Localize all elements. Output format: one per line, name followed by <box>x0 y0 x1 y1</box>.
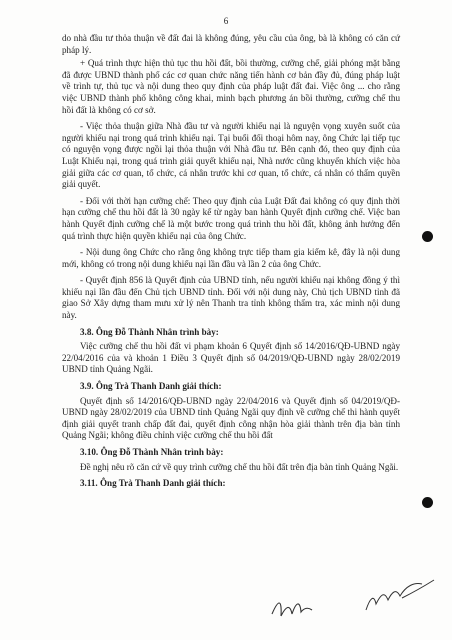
paragraph-procedure: + Quá trình thực hiện thủ tục thu hồi đất, bồi thường, cưỡng chế, giải phóng mặt bằng đã được UBND thành phố các cơ quan chức năng tiến hành cơ bản đầy đủ, đúng pháp luật về trình tự, thủ tục và nội dung theo quy định của pháp luật đất đai. Việc ông ... cho rằng việc UBND thành phố không công khai, minh bạch phương án bồi thường, cưỡng chế thu hồi đất là không có cơ sở. <box>62 58 400 115</box>
paragraph-continued: do nhà đầu tư thỏa thuận về đất đai là không đúng, yêu cầu của ông, bà là không có căn cứ pháp lý. <box>62 33 400 55</box>
document-body <box>62 33 400 493</box>
section-heading-3-11: 3.11. Ông Trà Thanh Danh giải thích: <box>80 478 226 489</box>
section-text-3-10: Đề nghị nêu rõ căn cứ về quy trình cưỡng chế thu hồi đất trên địa bàn tỉnh Quảng Ngãi. <box>80 461 399 472</box>
section-heading-3-9: 3.9. Ông Trà Thanh Danh giải thích: <box>80 381 222 392</box>
section-text-3-8: Việc cưỡng chế thu hồi đất vi phạm khoản 6 Quyết định số 14/2016/QĐ-UBND ngày 22/04/2016 của và khoản 1 Điều 3 Quyết định số 04/2019/QĐ-UBND ngày 28/02/2019 UBND tỉnh Quảng Ngãi. <box>62 341 400 375</box>
signature-right <box>362 576 442 616</box>
section-heading-3-10: 3.10. Ông Đỗ Thành Nhân trình bày: <box>80 447 224 457</box>
paragraph-inventory: - Nội dung ông Chức cho rằng ông không trực tiếp tham gia kiểm kê, đây là nội dung mới, không có trong nội dung khiếu nại lần đầu và lần 2 của ông Chức. <box>62 247 400 269</box>
paragraph-agreement: - Việc thỏa thuận giữa Nhà đầu tư và người khiếu nại là nguyện vọng xuyên suốt của người khiếu nại trong quá trình khiếu nại. Tại buổi đối thoại hôm nay, ông Chức lại tiếp tục có nguyện vọng được ngồi lại thỏa thuận với Nhà đầu tư. Bên cạnh đó, theo quy định của Luật Khiếu nại, trong quá trình giải quyết khiếu nại, Nhà nước cũng khuyến khích việc hòa giải giữa các cơ quan, tổ chức, cá nhân trước khi cơ quan, tổ chức, cá nhân có thẩm quyền giải quyết. <box>62 121 400 190</box>
page-number: 6 <box>223 16 229 26</box>
punch-hole-bottom <box>422 497 433 508</box>
punch-hole-top <box>422 231 433 242</box>
paragraph-deadline: - Đối với thời hạn cưỡng chế: Theo quy định của Luật Đất đai không có quy định thời hạn cưỡng chế thu hồi đất là 30 ngày kể từ ngày ban hành Quyết định cưỡng chế. Việc ban hành Quyết định cưỡng chế là một bước trong quá trình thu hồi đất, không ảnh hưởng đến quá trình thực hiện quyền khiếu nại của ông Chức. <box>62 195 400 241</box>
signature-left <box>268 594 330 624</box>
paragraph-decision-856: - Quyết định 856 là Quyết định của UBND tỉnh, nếu người khiếu nại không đồng ý thì khiếu nại lần đầu đến Chủ tịch UBND tỉnh. Đối với nội dung này, Chủ tịch UBND tỉnh đã giao Sở Xây dựng tham mưu xử lý nên Thanh tra tỉnh không thẩm tra, xác minh nội dung này. <box>62 275 400 321</box>
section-heading-3-8: 3.8. Ông Đỗ Thành Nhân trình bày: <box>80 326 219 337</box>
section-text-3-9: Quyết định số 14/2016/QĐ-UBND ngày 22/04/2016 và Quyết định số 04/2019/QĐ-UBND ngày 28/02/2019 của UBND tỉnh Quảng Ngãi quy định về cưỡng chế thi hành quyết định giải quyết tranh chấp đất đai, quyết định công nhận hòa giải thành trên địa bàn tỉnh Quảng Ngãi; không điều chỉnh việc cưỡng chế thu hồi đất <box>62 395 400 441</box>
